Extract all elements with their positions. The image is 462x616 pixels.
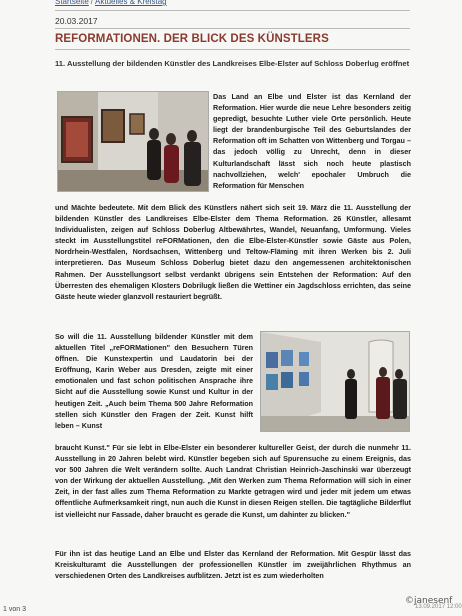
article-paragraph-1-body [55, 202, 411, 302]
article-paragraph-1-wrap [213, 91, 411, 191]
article-title: REFORMATIONEN. DER BLICK DES KÜNSTLERS [55, 33, 329, 45]
breadcrumb-section-link[interactable]: Aktuelles & Kreistag [95, 0, 167, 6]
article-paragraph-2-wrap [55, 331, 253, 431]
header-divider [55, 10, 410, 11]
article-paragraph-2-full: braucht Kunst." Für sie lebt in Elbe-Elster ein besonderer kultureller Geist, der durch die nunmehr 11. Ausstellung in 20 Jahren belebt wird. Künstler begeben sich auf Spurensuche zu einem Ereignis, das vor 500 Jahren die Welt verändern sollte. Auch Landrat Christian Heinrich-Jaschinski war überzeugt von der Wirkung der aktuellen Ausstellung. „Mit den Werken zum Thema Reformation will sich in einer Zeit, in der fast alles zum Thema Reformation zu Markte getragen wird und jeder mit jedem um etwas öffentliche Aufmerksamkeit ringt, nun auch die Kunst in diesen Reigen stellen. Die tagtägliche Bilderflut ist vielleicht nur Fassade, daher braucht es gerade die Kunst, um dahinter zu blicken." [55, 443, 411, 519]
print-timestamp: 13.09.2017 12:00 [415, 604, 462, 610]
article-paragraph-1-right: Das Land an Elbe und Elster ist das Kernland der Reformation. Hier wurde die neue Lehre besonders zeitig gepredigt, besuchte Luther viele Orte persönlich. Heute liegt der brandenburgische Teil des Geburtslandes der Reformation oft im Schatten von Wittenberg und Torgau – das jedoch völlig zu Unrecht, denn in dieser Kulturlandschaft lässt sich noch heute plastisch nachvollziehen, welch' epochaler Umbruch die Reformation für Menschen [213, 92, 411, 190]
watermark-signature: ©janesenf [405, 596, 453, 606]
exhibition-photo-hallway [260, 331, 410, 432]
page-number: 1 von 3 [3, 606, 26, 613]
exhibition-photo-visitors [57, 91, 209, 192]
article-subtitle: 11. Ausstellung der bildenden Künstler des Landkreises Elbe-Elster auf Schloss Doberlug eröffnet [55, 59, 410, 68]
title-divider [55, 49, 410, 50]
article-paragraph-2-left: So will die 11. Ausstellung bildender Künstler mit dem aktuellen Titel „reFORMationen" den Besuchern Türen öffnen. Die Kunstexpertin und Laudatorin bei der Eröffnung, Karin Weber aus Dresden, zeigte mit einer emotionalen und fast schon politischen Ansprache ihre Sicht auf die Ausstellung sowie Kunst und Kultur in der heutigen Zeit. „Auch beim Thema 500 Jahre Reformation stellen sich Künstler den Fragen der Zeit. Kunst hilft leben – Kunst [55, 332, 253, 430]
article-paragraph-3-wrap [55, 548, 411, 581]
article-paragraph-3: Für ihn ist das heutige Land an Elbe und Elster das Kernland der Reformation. Mit Gespür lässt das Kreiskulturamt die Ausstellungen der professionellen Künstler im zweijährlichen Rhythmus an verschiedenen Orten des Landkreises aufblitzen. Jetzt ist es zum wiederholten [55, 549, 411, 581]
breadcrumb-home-link[interactable]: Startseite [55, 0, 89, 6]
article-date: 20.03.2017 [55, 16, 98, 26]
article-paragraph-1-full: und Mächte bedeutete. Mit dem Blick des Künstlers nähert sich seit 19. März die 11. Ausstellung der bildenden Künstler des Landkreises Elbe-Elster dem Thema Reformation. 26 Künstler, allesamt Individualisten, zeigen auf Schloss Doberlug Altbewährtes, Wandel, Neuanfang, Umformung. Vieles steckt im Ausstellungstitel reFORMationen, den die Elbe-Elster-Künstler sowie Gäste aus Polen, Nordrhein-Westfalen, Nordsachsen, Wittenberg und Teltow-Fläming mit ihren Werken bis 2. Juli interpretieren. Das Museum Schloss Doberlug bietet dazu den angemessenen architektonischen Rahmen. Der Ausstellungsort selbst verdankt übrigens sein Entstehen der Reformation: Auf den Überresten des ehemaligen Klosters Dobrilugk ließen die Wettiner ein Jagdschloss errichten, das seine Gäste heute wieder glanzvoll restauriert begrüßt. [55, 203, 411, 301]
breadcrumb [55, 0, 167, 6]
article-paragraph-2-body [55, 442, 411, 520]
date-divider [55, 28, 410, 29]
breadcrumb-separator: / [90, 0, 94, 6]
